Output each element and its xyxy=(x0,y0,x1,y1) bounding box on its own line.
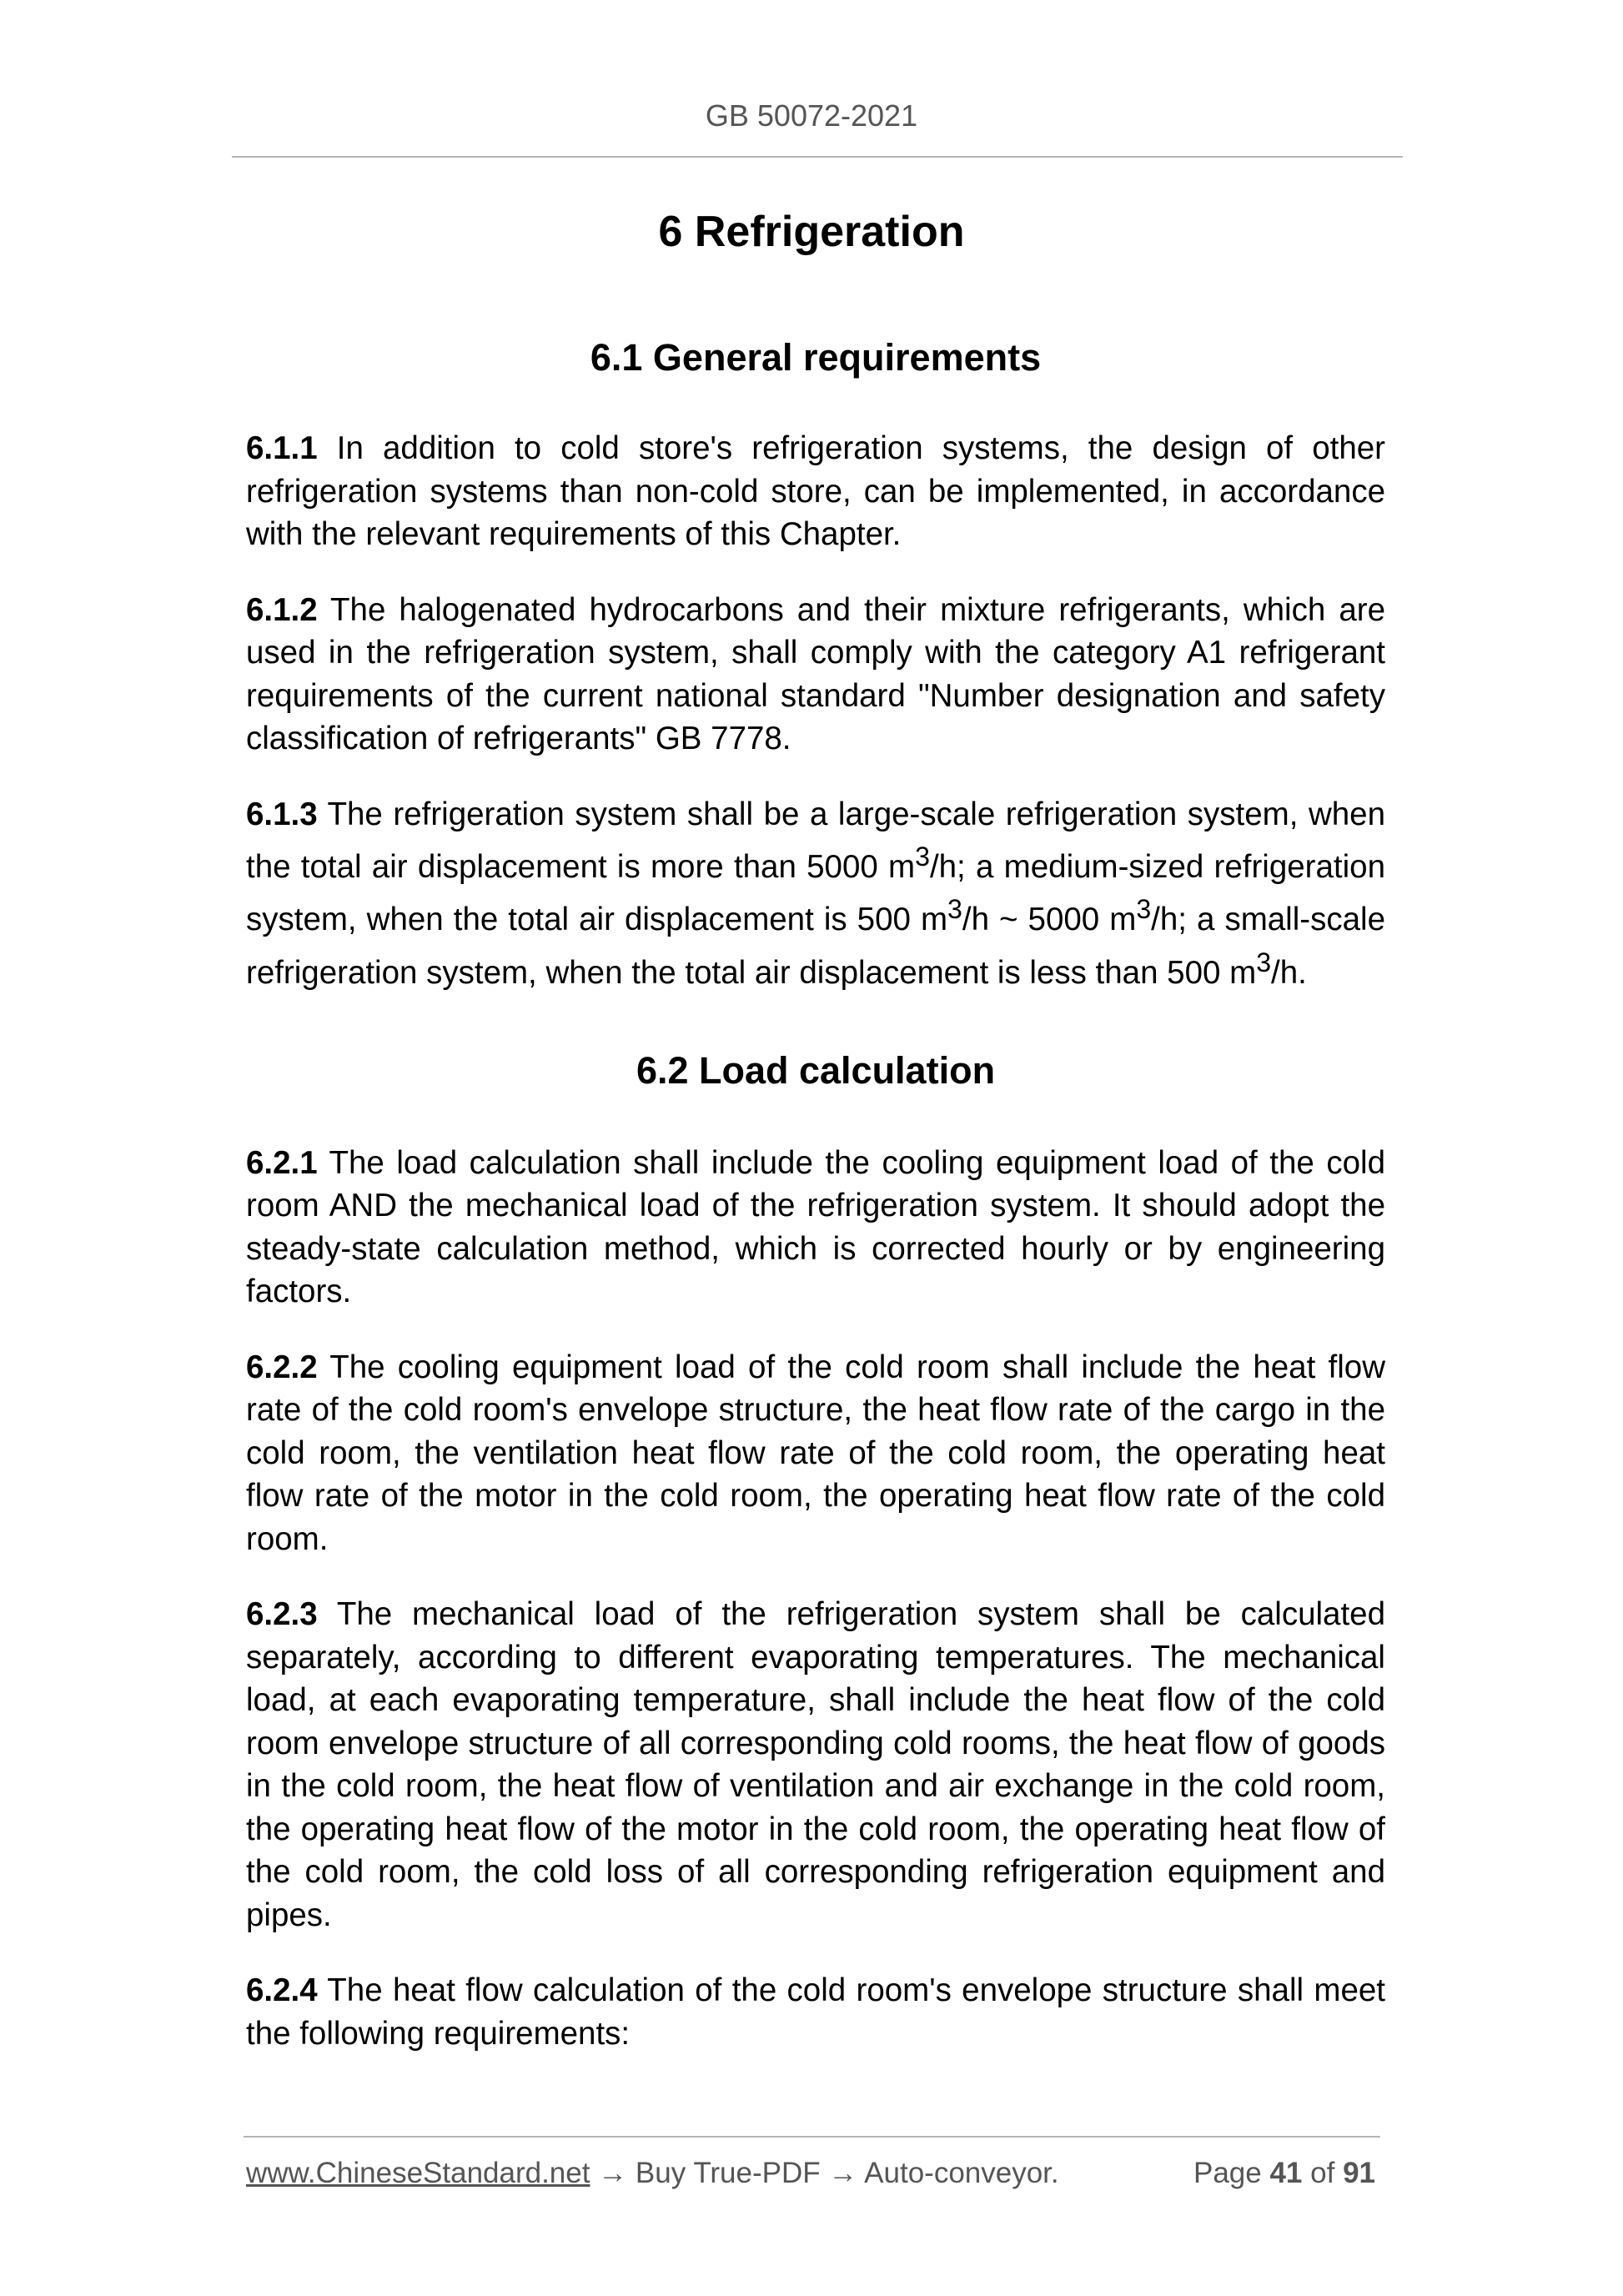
page-total: 91 xyxy=(1343,2157,1375,2189)
clause-text-part: /h. xyxy=(1271,954,1307,991)
clause-text: The heat flow calculation of the cold room's envelope structure shall meet the following requirements: xyxy=(246,1972,1385,2052)
clause-text: In addition to cold store's refrigeration systems, the design of other refrigeration systems than non-cold store, can be implemented, in accordance with the relevant requirements of this Chapter. xyxy=(246,430,1385,552)
superscript: 3 xyxy=(947,894,962,925)
page-header-standard-code: GB 50072-2021 xyxy=(705,98,918,133)
clause-text: The cooling equipment load of the cold room shall include the heat flow rate of the cold room's envelope structure, the heat flow rate of the cargo in the cold room, the ventilation heat flow rate of the cold room, the operating heat flow rate of the motor in the cold room, the operating heat flow rate of the cold room. xyxy=(246,1349,1385,1557)
clause-number: 6.2.3 xyxy=(246,1596,318,1633)
page-current: 41 xyxy=(1269,2157,1303,2189)
clause-6-1-1 xyxy=(246,427,1385,556)
clause-text-part: The refrigeration system shall be a large-scale refrigeration system, when the total air displacement is more than 5000 m xyxy=(246,796,1385,885)
clause-text: The mechanical load of the refrigeration system shall be calculated separately, according to different evaporating temperatures. The mechanical load, at each evaporating temperature, shall include the heat flow of the cold room envelope structure of all corresponding cold rooms, the heat flow of goods in the cold room, the heat flow of ventilation and air exchange in the cold room, the operating heat flow of the motor in the cold room, the operating heat flow of the cold room, the cold loss of all corresponding refrigeration equipment and pipes. xyxy=(246,1596,1385,1933)
section-title-6-2: 6.2 Load calculation xyxy=(636,1048,996,1092)
clause-number: 6.2.1 xyxy=(246,1144,318,1181)
page-indicator xyxy=(1193,2157,1375,2190)
clause-number: 6.1.3 xyxy=(246,796,318,832)
clause-6-1-2 xyxy=(246,589,1385,761)
document-body xyxy=(246,329,1385,2088)
page-footer xyxy=(246,2157,1380,2190)
superscript: 3 xyxy=(1256,947,1272,977)
clause-number: 6.1.1 xyxy=(246,430,318,466)
footer-tagline: → Buy True-PDF → Auto-conveyor. xyxy=(590,2157,1059,2189)
clause-text-part: /h; a small-scale refrigeration system, when the total air displacement is less than 500 m xyxy=(246,902,1385,991)
header-divider xyxy=(232,156,1403,158)
clause-number: 6.2.4 xyxy=(246,1972,318,2009)
superscript: 3 xyxy=(915,842,930,872)
clause-6-2-4 xyxy=(246,1969,1385,2055)
clause-6-2-1 xyxy=(246,1142,1385,1314)
clause-text-part: /h ~ 5000 m xyxy=(962,902,1137,938)
site-link[interactable]: www.ChineseStandard.net xyxy=(246,2157,590,2189)
of-label: of xyxy=(1310,2157,1335,2189)
clause-number: 6.1.2 xyxy=(246,591,318,628)
clause-text: The load calculation shall include the cooling equipment load of the cold room AND the mechanical load of the refrigeration system. It should adopt the steady-state calculation method, which is corrected hourly or by engineering factors. xyxy=(246,1144,1385,1310)
footer-divider xyxy=(244,2136,1380,2138)
clause-text-part: /h; a medium-sized refrigeration system, when the total air displacement is 500 m xyxy=(246,848,1385,938)
clause-6-2-2 xyxy=(246,1346,1385,1561)
clause-6-2-3 xyxy=(246,1593,1385,1937)
page-label: Page xyxy=(1193,2157,1262,2189)
clause-text: The halogenated hydrocarbons and their mixture refrigerants, which are used in the refrigeration system, shall comply with the category A1 refrigerant requirements of the current national standard "Number designation and safety classification of refrigerants" GB 7778. xyxy=(246,591,1385,756)
clause-6-1-3 xyxy=(246,793,1385,994)
superscript: 3 xyxy=(1136,894,1152,925)
section-title-6-1: 6.1 General requirements xyxy=(590,336,1042,379)
clause-number: 6.2.2 xyxy=(246,1349,318,1385)
chapter-title: 6 Refrigeration xyxy=(658,208,965,256)
